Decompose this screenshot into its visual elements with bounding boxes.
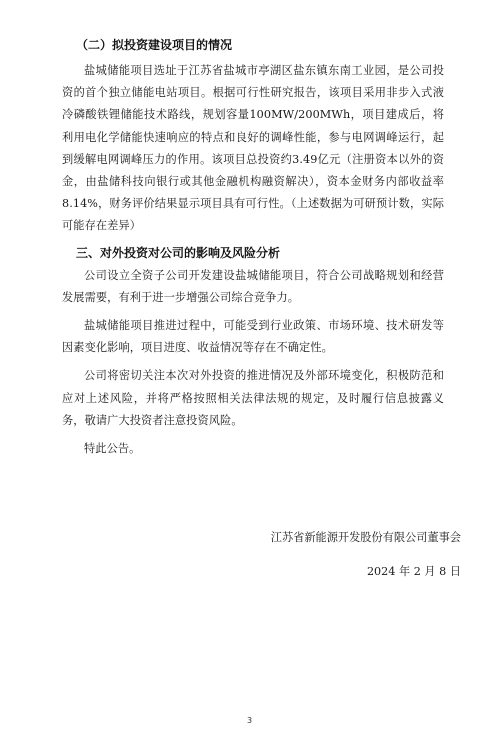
impact-paragraph: 公司设立全资子公司开发建设盐城储能项目，符合公司战略规划和经营发展需要，有利于进一步增强公司综合竞争力。 (62, 268, 444, 304)
section-heading-investment-project: （二）拟投资建设项目的情况 (76, 38, 233, 52)
risk-paragraph: 盐城储能项目推进过程中，可能受到行业政策、市场环境、技术研发等因素变化影响，项目进度、收益情况等存在不确定性。 (62, 319, 444, 355)
signing-company: 江苏省新能源开发股份有限公司董事会 (270, 531, 461, 544)
disclosure-paragraph: 公司将密切关注本次对外投资的推进情况及外部环境变化，积极防范和应对上述风险，并将严格按照相关法律法规的规定，及时履行信息披露义务，敬请广大投资者注意投资风险。 (62, 369, 444, 427)
document-body (62, 36, 444, 460)
project-description-paragraph: 盐城储能项目选址于江苏省盐城市亭湖区盐东镇东南工业园，是公司投资的首个独立储能电站项目。根据可行性研究报告，该项目采用非步入式液冷磷酸铁锂储能技术路线，规划容量100MW/200MWh，项目建成后，将利用电化学储能快速响应的特点和良好的调峰性能，参与电网调峰运行，起到缓解电网调峰压力的作用。该项目总投资约3.49亿元（注册资本以外的资金，由盐储科技向银行或其他金融机构融资解决），资本金财务内部收益率8.14%，财务评价结果显示项目具有可行性。（上述数据为可研预计数，实际可能存在差异） (62, 64, 444, 233)
page-number: 3 (246, 716, 253, 725)
section-heading-impact-risk: 三、对外投资对公司的影响及风险分析 (76, 245, 281, 260)
signature-block (271, 527, 461, 583)
signing-date: 2024 年 2 月 8 日 (366, 565, 461, 578)
closing-remark: 特此公告。 (84, 442, 141, 456)
